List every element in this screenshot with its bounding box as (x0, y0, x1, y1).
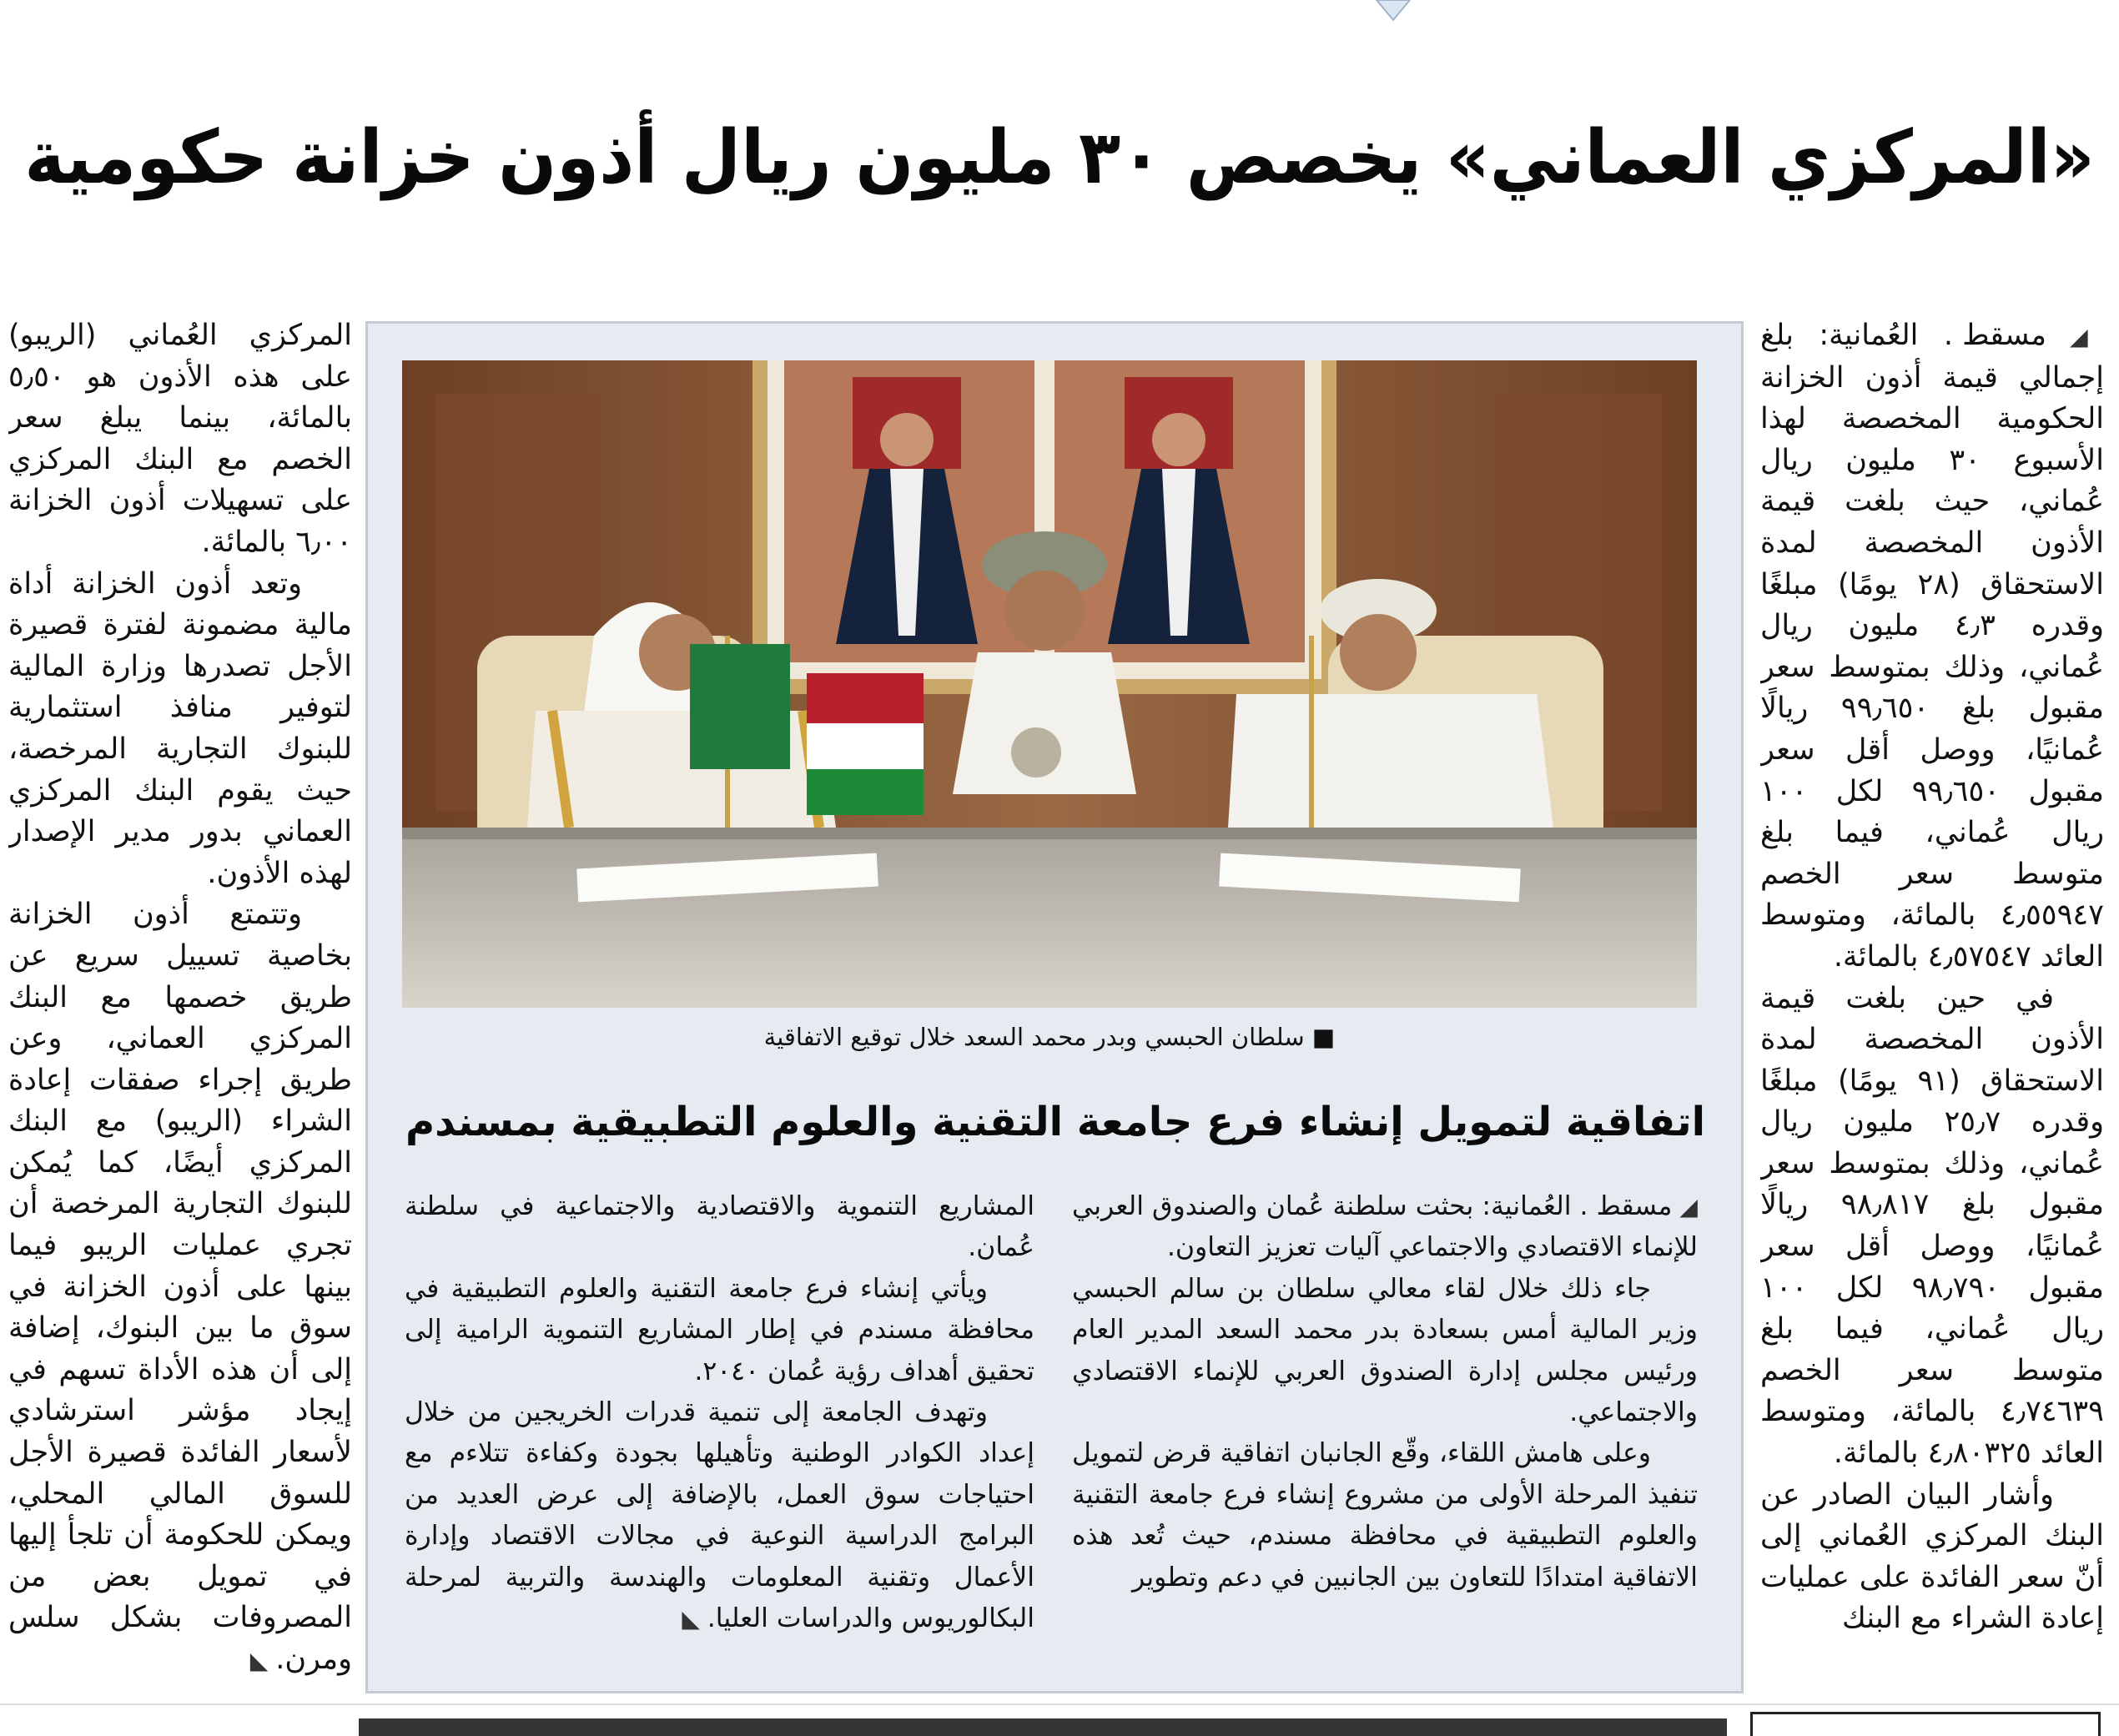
photo-caption: ■ سلطان الحبسي وبدر محمد السعد خلال توقيع الاتفاقية (763, 1023, 1336, 1051)
portrait-left (784, 360, 1034, 662)
bottom-divider (0, 1703, 2119, 1705)
article-start-icon: ◢ (2046, 323, 2104, 350)
article-paragraph: ◢ مسقط . العُمانية: بلغ إجمالي قيمة أذون الخزانة الحكومية المخصصة لهذا الأسبوع ٣٠ مليون ريال عُماني، حيث بلغت قيمة الأذون المخصصة لمدة الاستحقاق (٢٨ يومًا) مبلغًا وقدره ٤٫٣ مليون ريال عُماني، وذلك بمتوسط سعر مقبول بلغ ٩٩٫٦٥٠ ريالًا عُمانيًا، ووصل أقل سعر مقبول ٩٩٫٦٥٠ لكل ١٠٠ ريال عُماني، فيما بلغ متوسط سعر الخصم ٤٫٥٥٩٤٧ بالمائة، ومتوسط العائد ٤٫٥٧٥٤٧ بالمائة. (1760, 319, 2104, 974)
article-paragraph: ◢ مسقط . العُمانية: بحثت سلطنة عُمان والصندوق العربي للإنماء الاقتصادي والاجتماعي آليات تعزيز التعاون. (1072, 1191, 1698, 1263)
article-paragraph: في حين بلغت قيمة الأذون المخصصة لمدة الاستحقاق (٩١ يومًا) مبلغًا وقدره ٢٥٫٧ مليون ريال عُماني، وذلك بمتوسط سعر مقبول بلغ ٩٨٫٨١٧ ريالًا عُمانيًا، ووصل أقل سعر مقبول ٩٨٫٧٩٠ لكل ١٠٠ ريال عُماني، فيما بلغ متوسط سعر الخصم ٤٫٧٤٦٣٩ بالمائة، ومتوسط العائد ٤٫٨٠٣٢٥ بالمائة. (1760, 981, 2104, 1471)
article-paragraph: وتتمتع أذون الخزانة بخاصية تسييل سريع عن طريق خصمها مع البنك المركزي العماني، وعن طريق إجراء صفقات إعادة الشراء (الريبو) مع البنك المركزي أيضًا، كما يُمكن للبنوك التجارية المرخصة أن تجري عمليات الريبو فيما بينها على أذون الخزانة في سوق ما بين البنوك، إضافة إلى أن هذه الأداة تسهم في إيجاد مؤشر استرشادي لأسعار الفائدة قصيرة الأجل للسوق المالي المحلي، ويمكن للحكومة أن تلجأ إليها في تمويل بعض من المصروفات بشكل سلس ومرن. ◣ (8, 898, 352, 1676)
bottom-box-cutoff (1750, 1712, 2101, 1736)
article-paragraph: وأشار البيان الصادر عن البنك المركزي العُماني إلى أنّ سعر الفائدة على عمليات إعادة الشراء مع البنك (1760, 1477, 2104, 1636)
feature-left-column (405, 1186, 1034, 1687)
article-paragraph: وتهدف الجامعة إلى تنمية قدرات الخريجين من خلال إعداد الكوادر الوطنية وتأهيلها بجودة وكفاءة تتلاءم مع احتياجات سوق العمل، بالإضافة إلى عرض العديد من البرامج الدراسية النوعية في مجالات الاقتصاد وإدارة الأعمال وتقنية المعلومات والهندسة والتربية لمرحلة البكالوريوس والدراسات العليا. ◣ (405, 1397, 1034, 1634)
article-paragraph: وعلى هامش اللقاء، وقّع الجانبان اتفاقية قرض لتمويل تنفيذ المرحلة الأولى من مشروع إنشاء فرع جامعة التقنية والعلوم التطبيقية في محافظة مسندم، حيث تُعد هذه الاتفاقية امتدادًا للتعاون بين الجانبين في دعم وتطوير (1072, 1438, 1698, 1593)
left-article-column (8, 315, 352, 1700)
feature-right-column (1072, 1186, 1698, 1687)
main-headline: «المركزي العماني» يخصص ٣٠ مليون ريال أذون خزانة حكومية (24, 114, 2095, 201)
article-start-icon: ◢ (1672, 1193, 1698, 1220)
article-paragraph: وتعد أذون الخزانة أداة مالية مضمونة لفترة قصيرة الأجل تصدرها وزارة المالية لتوفير منافذ استثمارية للبنوك التجارية المرخصة، حيث يقوم البنك المركزي العماني بدور مدير الإصدار لهذه الأذون. (8, 566, 352, 890)
article-end-icon: ◣ (249, 1647, 276, 1674)
article-paragraph: المركزي العُماني (الريبو) على هذه الأذون هو ٥٫٥٠ بالمائة، بينما يبلغ سعر الخصم مع البنك المركزي على تسهيلات أذون الخزانة ٦٫٠٠ بالمائة. (8, 319, 352, 559)
next-headline-cutoff (359, 1707, 1727, 1736)
article-paragraph: ويأتي إنشاء فرع جامعة التقنية والعلوم التطبيقية في محافظة مسندم في إطار المشاريع التنموية الرامية إلى تحقيق أهداف رؤية عُمان ٢٠٤٠. (405, 1273, 1034, 1386)
article-end-icon: ◣ (682, 1605, 707, 1633)
right-article-column (1760, 315, 2104, 1700)
article-paragraph: المشاريع التنموية والاقتصادية والاجتماعية في سلطنة عُمان. (405, 1191, 1034, 1263)
feature-headline: اتفاقية لتمويل إنشاء فرع جامعة التقنية والعلوم التطبيقية بمسندم (405, 1099, 1706, 1145)
portrait-right (1054, 360, 1305, 662)
article-paragraph: جاء ذلك خلال لقاء معالي سلطان بن سالم الحبسي وزير المالية أمس بسعادة بدر محمد السعد المدير العام ورئيس مجلس إدارة الصندوق العربي للإنماء الاقتصادي والاجتماعي. (1072, 1273, 1698, 1428)
signing-ceremony-photo (402, 360, 1697, 1008)
